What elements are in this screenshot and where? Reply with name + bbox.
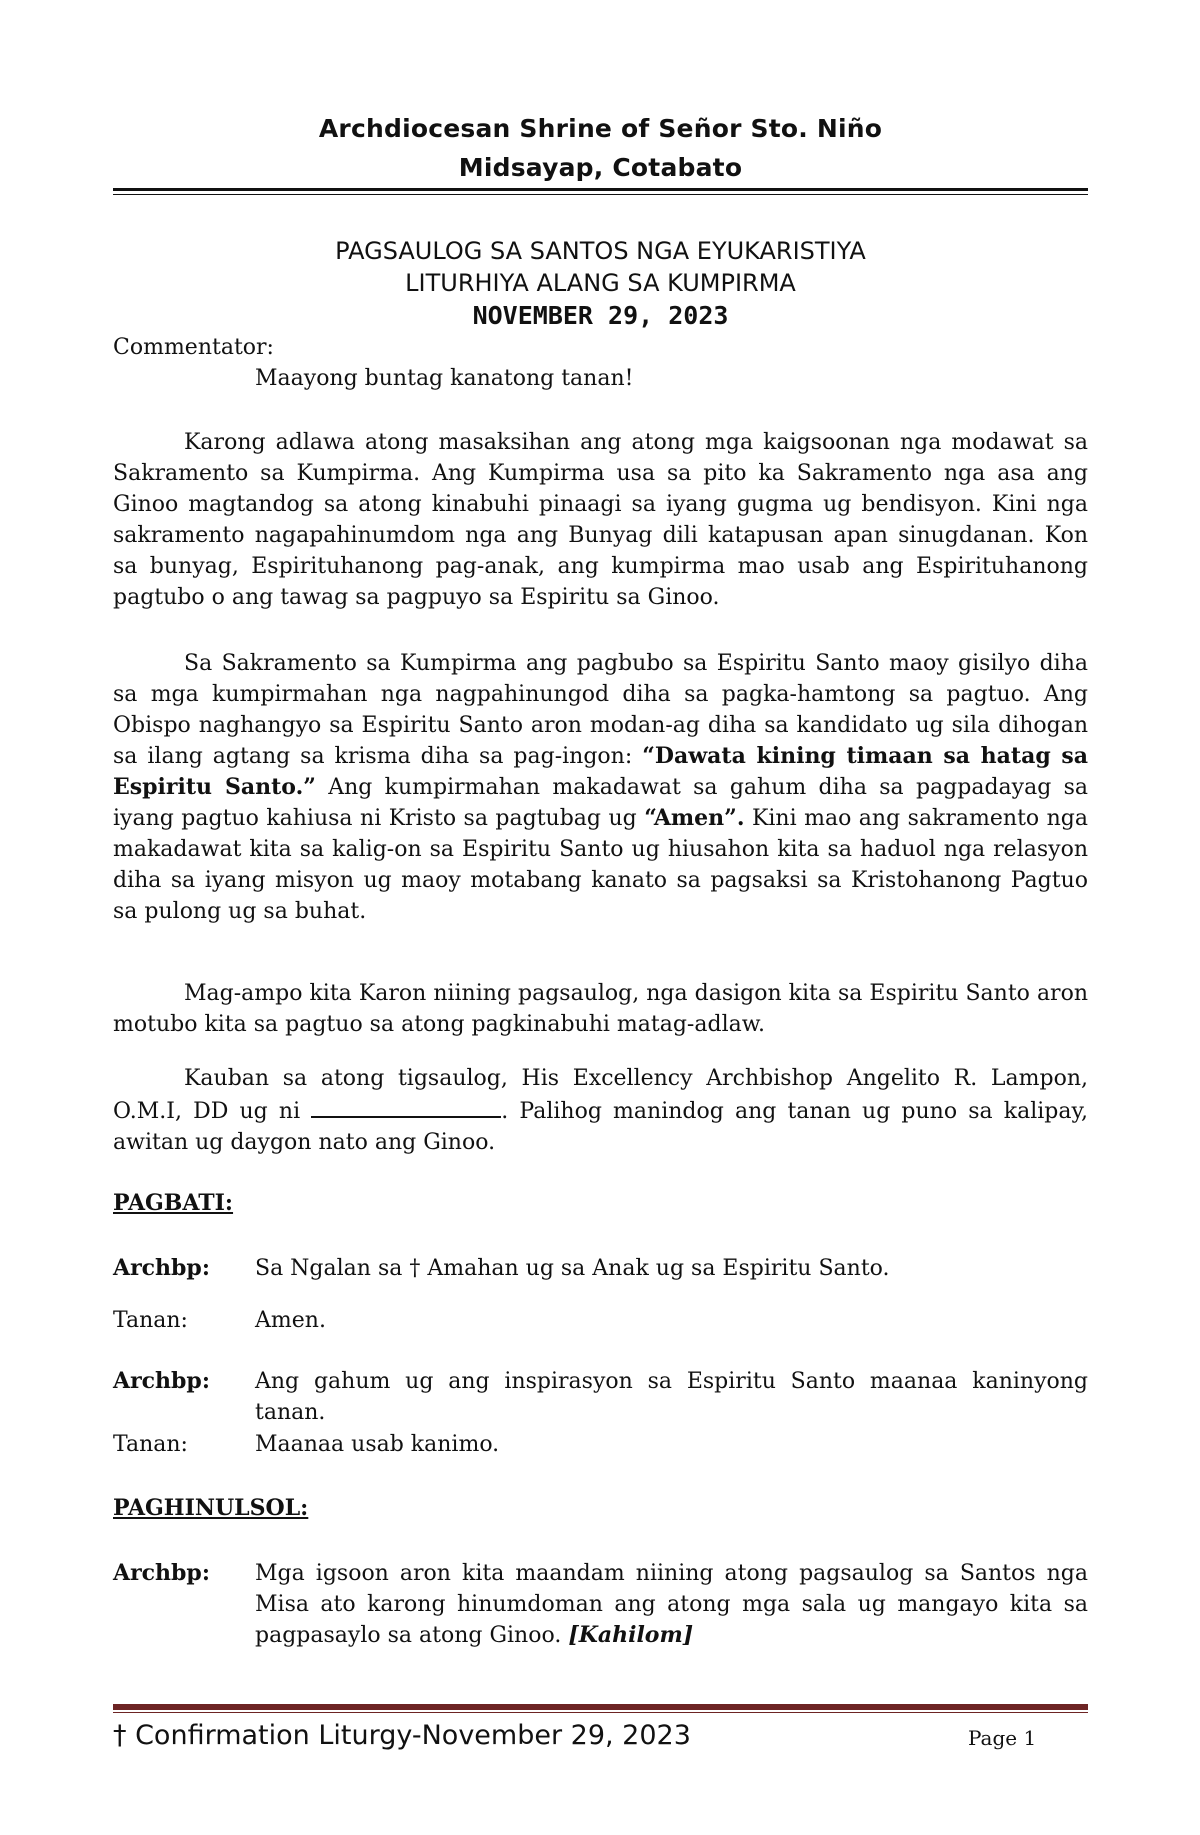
paragraph-text: Kini mao ang sakramento nga makadawat kita sa kalig-on sa Espiritu Santo ug hiusahon kita sa haduol nga relasyon diha sa iyang misyon ug maoy motabang kanato sa pagsaksi sa Kristohanong Pagtuo sa pulong ug sa buhat. [113,806,1088,924]
paragraph-text: Ang kumpirmahan makadawat sa gahum diha sa pagpadayag sa iyang pagtuo kahiusa ni Kristo sa pagtubag ug [113,775,1089,831]
section-heading-pagbati: PAGBATI: [113,1190,234,1216]
commentator-greeting: Maayong buntag kanatong tanan! [255,366,634,391]
quote-amen: “Amen”. [644,805,745,831]
section-heading-paghinulsol: PAGHINULSOL: [113,1495,309,1521]
name-blank [311,1094,501,1118]
page-number: Page 1 [968,1726,1037,1750]
footer-title: † Confirmation Liturgy-November 29, 2023 [113,1720,691,1751]
paragraph-prayer: Mag-ampo kita Karon niining pagsaulog, nga dasigon kita sa Espiritu Santo aron motubo kita sa pagtuo sa atong pagkinabuhi matag-adlaw. [113,981,1088,1037]
quote-dawata: “Dawata kining timaan sa hatag sa Espiritu Santo.” [113,743,1089,800]
footer-rule-thin [113,1712,1088,1713]
speaker-text: Amen. [255,1308,326,1333]
speaker-text: Maanaa usab kanimo. [255,1432,500,1457]
speaker-label: Tanan: [113,1432,188,1457]
paghinulsol-text: Mga igsoon aron kita maandam niining atong pagsaulog sa Santos nga Misa ato karong hinumdoman ang atong mga sala ug mangayo kita sa pagpasaylo sa atong Ginoo. [255,1561,1088,1648]
speaker-text: Ang gahum ug ang inspirasyon sa Espiritu Santo maanaa kaninyong tanan. [255,1369,1088,1425]
header-location: Midsayap, Cotabato [458,153,743,182]
speaker-label: Archbp: [113,1255,210,1281]
header-rule [113,188,1088,191]
paragraph-sacrament [113,648,1088,927]
paragraph-text: Sa Sakramento sa Kumpirma ang pagbubo sa Espiritu Santo maoy gisilyo diha sa mga kumpirmahan nga nagpahinungod diha sa pagka-hamtong sa pagtuo. Ang Obispo naghangyo sa Espiritu Santo aron modan-ag diha sa kandidato ug sila dihogan sa ilang agtang sa krisma diha sa pag-ingon: [113,651,1088,769]
paragraph-text: . Palihog manindog ang tanan ug puno sa kalipay, awitan ug daygon nato ang Ginoo. [113,1099,1088,1155]
speaker-label: Archbp: [113,1560,210,1586]
title-line-2: LITURHIYA ALANG SA KUMPIRMA [405,269,796,297]
speaker-label: Archbp: [113,1368,210,1394]
paragraph-celebrant [113,1063,1088,1158]
header-rule-thin [113,194,1088,195]
commentator-label: Commentator: [113,335,274,360]
header-shrine-name: Archdiocesan Shrine of Señor Sto. Niño [318,114,883,143]
speaker-text: Sa Ngalan sa † Amahan ug sa Anak ug sa Espiritu Santo. [255,1256,890,1281]
speaker-text [255,1558,1088,1651]
paragraph-text: Kauban sa atong tigsaulog, His Excellency Archbishop Angelito R. Lampon, O.M.I, DD ug ni [113,1066,1088,1124]
title-date: NOVEMBER 29, 2023 [472,301,729,330]
paragraph-intro: Karong adlawa atong masaksihan ang atong mga kaigsoonan nga modawat sa Sakramento sa Kumpirma. Ang Kumpirma usa sa pito ka Sakramento nga asa ang Ginoo magtandog sa atong kinabuhi pinaagi sa iyang gugma ug bendisyon. Kini nga sakramento nagapahinumdom nga ang Bunyag dili katapusan apan sinugdanan. Kon sa bunyag, Espirituhanong pag-anak, ang kumpirma mao usab ang Espirituhanong pagtubo o ang tawag sa pagpuyo sa Espiritu sa Ginoo. [113,430,1088,610]
footer-rule [113,1704,1088,1710]
title-line-1: PAGSAULOG SA SANTOS NGA EYUKARISTIYA [335,237,866,265]
stage-note: [Kahilom] [568,1622,694,1648]
speaker-label: Tanan: [113,1308,188,1333]
